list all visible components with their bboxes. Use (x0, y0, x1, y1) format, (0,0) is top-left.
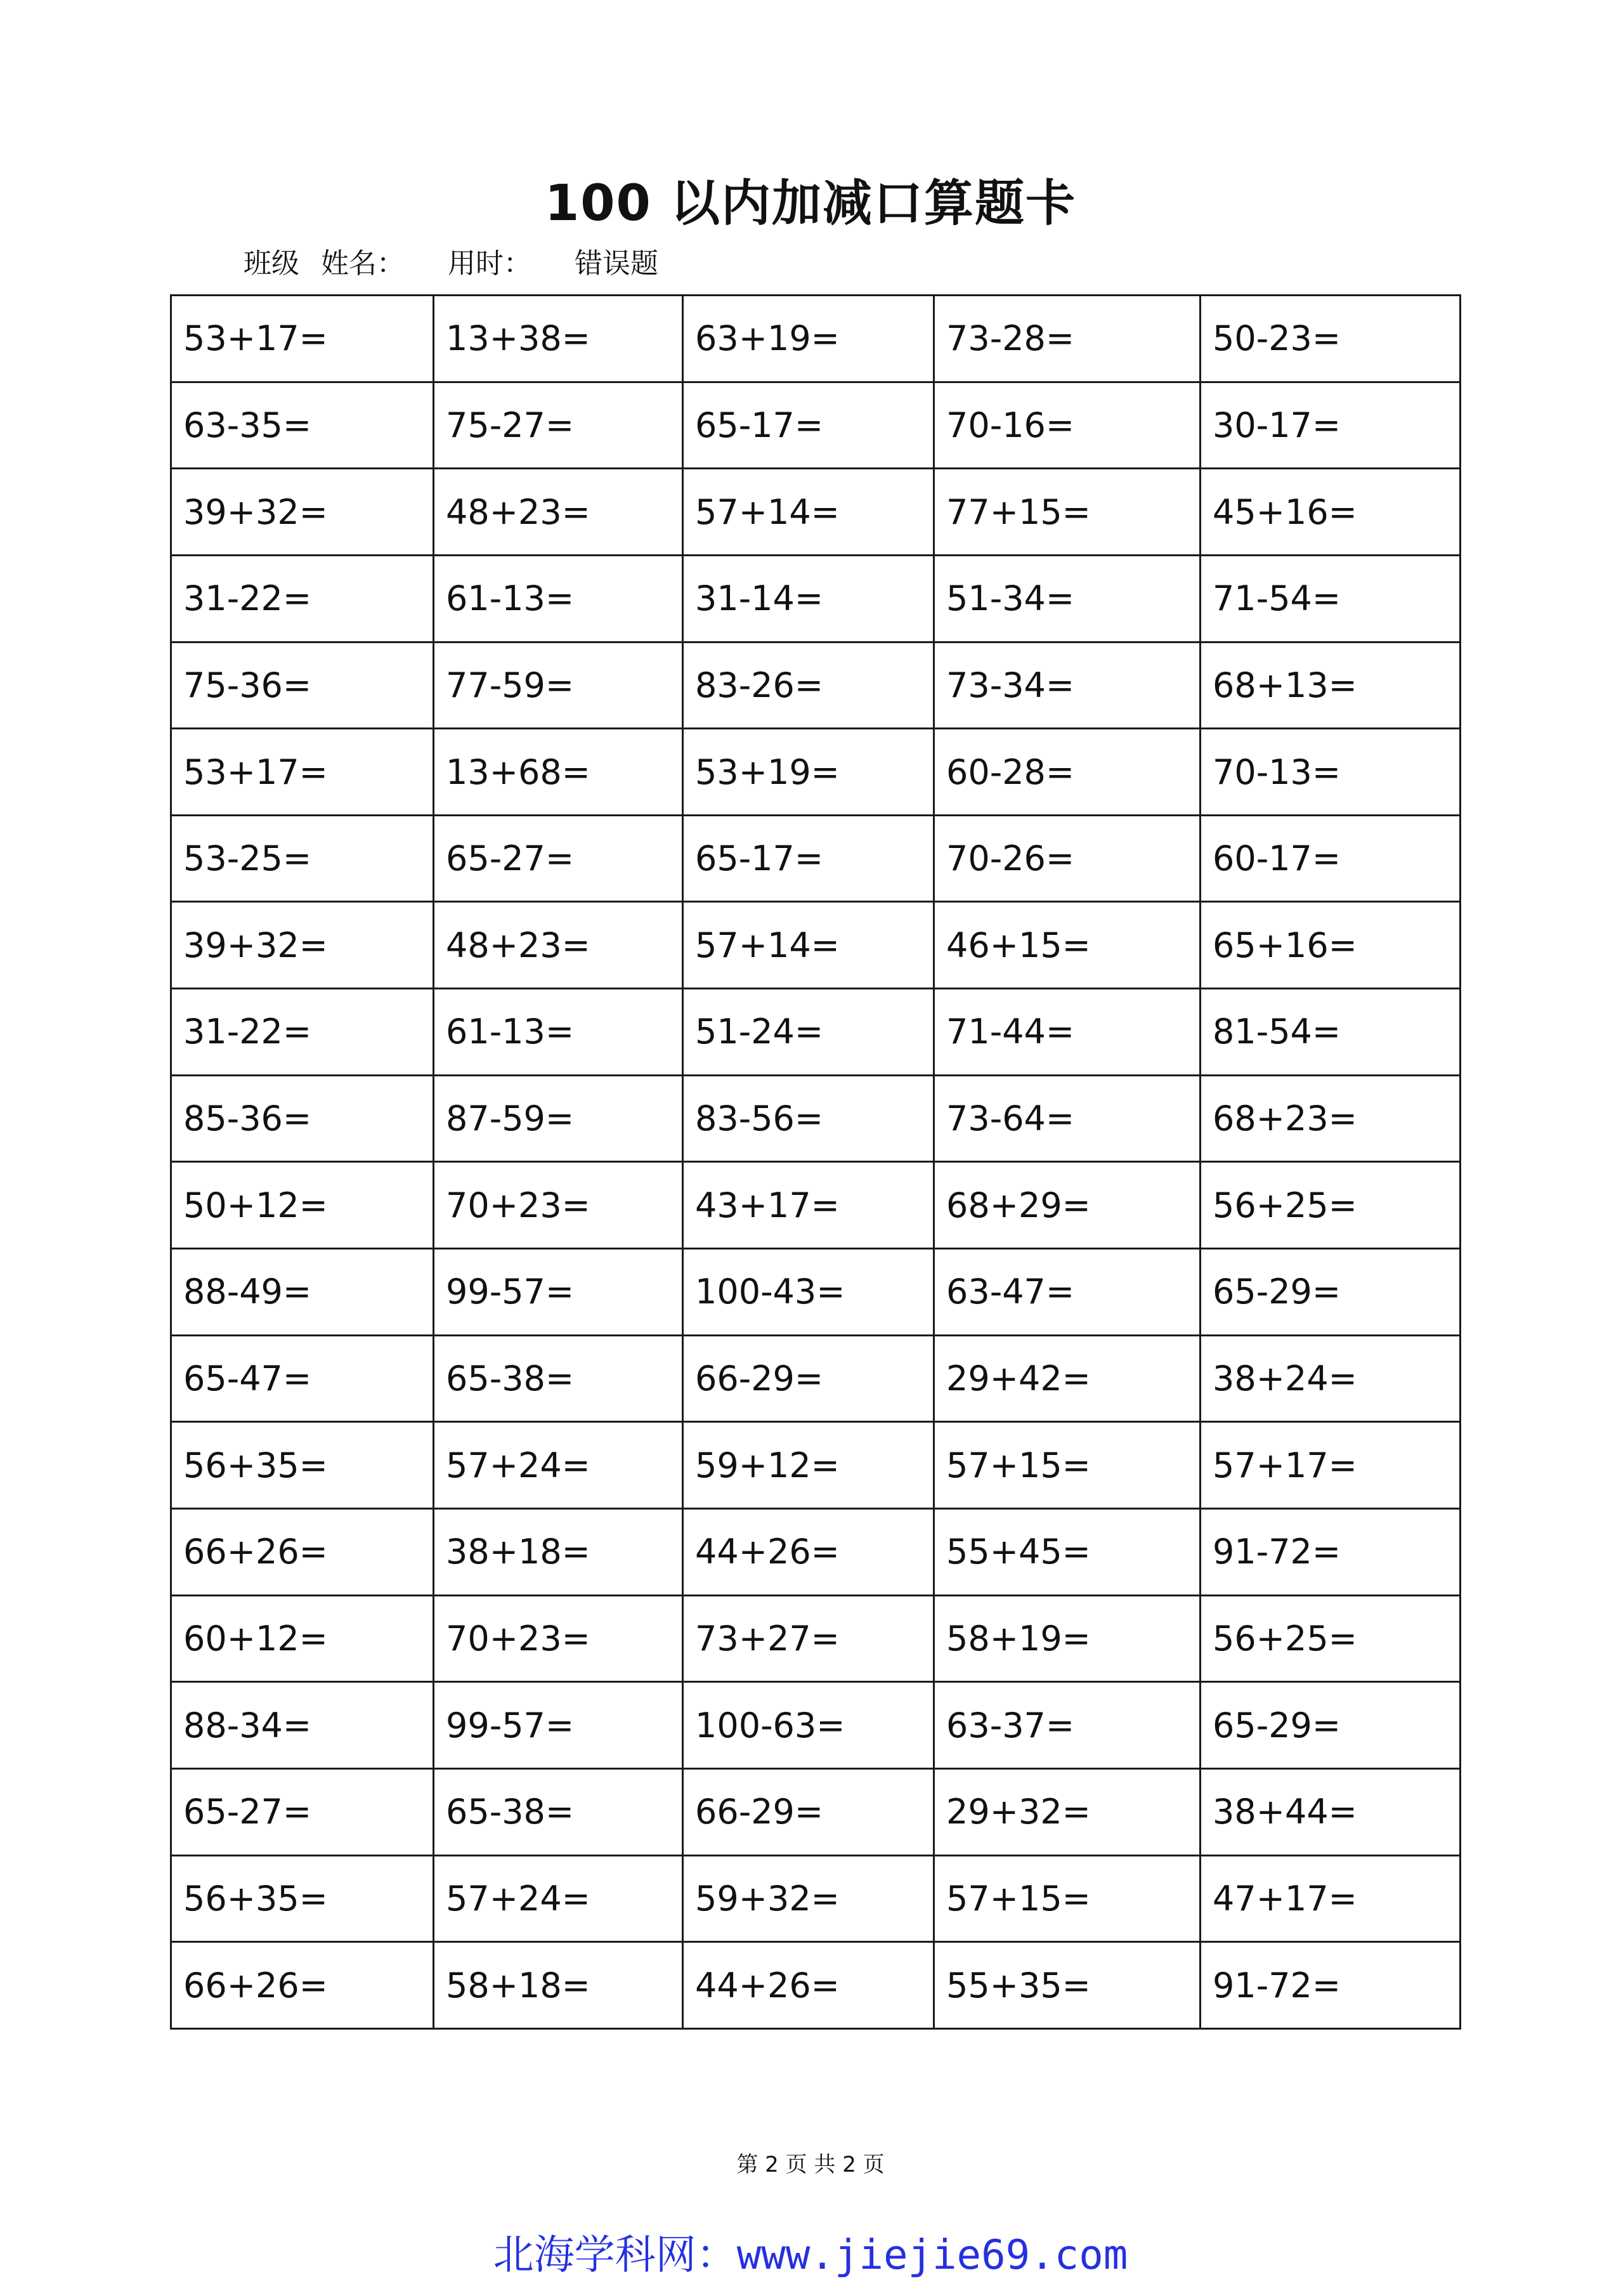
problem-cell: 63+19= (683, 296, 934, 382)
problem-cell: 60-28= (934, 729, 1201, 816)
problem-cell: 65+16= (1201, 902, 1461, 989)
problem-cell: 83-56= (683, 1075, 934, 1162)
problem-row (171, 902, 1461, 989)
problem-cell: 13+68= (434, 729, 683, 816)
site-watermark (0, 2232, 1621, 2279)
problem-row (171, 1768, 1461, 1855)
problem-cell: 30-17= (1201, 382, 1461, 469)
problem-cell: 60+12= (171, 1595, 434, 1682)
problem-row (171, 1075, 1461, 1162)
problem-cell: 70+23= (434, 1595, 683, 1682)
problem-cell: 73-64= (934, 1075, 1201, 1162)
problem-row (171, 1682, 1461, 1769)
problem-cell: 58+18= (434, 1942, 683, 2029)
problem-cell: 70-16= (934, 382, 1201, 469)
problem-row (171, 1335, 1461, 1422)
problem-cell: 66-29= (683, 1335, 934, 1422)
problem-cell: 53-25= (171, 815, 434, 902)
problem-cell: 57+24= (434, 1855, 683, 1942)
problem-cell: 53+17= (171, 296, 434, 382)
problem-cell: 43+17= (683, 1162, 934, 1249)
problem-cell: 51-24= (683, 989, 934, 1076)
problem-cell: 48+23= (434, 469, 683, 556)
problem-row (171, 729, 1461, 816)
problem-cell: 29+42= (934, 1335, 1201, 1422)
problem-cell: 13+38= (434, 296, 683, 382)
problem-cell: 56+25= (1201, 1162, 1461, 1249)
problem-cell: 38+18= (434, 1508, 683, 1595)
problem-cell: 66+26= (171, 1942, 434, 2029)
problem-cell: 44+26= (683, 1942, 934, 2029)
problem-row (171, 555, 1461, 642)
problem-cell: 57+15= (934, 1855, 1201, 1942)
problem-cell: 71-54= (1201, 555, 1461, 642)
problem-row (171, 642, 1461, 729)
errors-label: 错误题 (575, 247, 658, 280)
problem-cell: 66+26= (171, 1508, 434, 1595)
problem-cell: 50-23= (1201, 296, 1461, 382)
problem-row (171, 1855, 1461, 1942)
student-info-row (244, 247, 680, 280)
problem-cell: 59+32= (683, 1855, 934, 1942)
problem-row (171, 1508, 1461, 1595)
problem-cell: 65-27= (171, 1768, 434, 1855)
problem-cell: 87-59= (434, 1075, 683, 1162)
problem-cell: 77+15= (934, 469, 1201, 556)
problem-cell: 58+19= (934, 1595, 1201, 1682)
problem-cell: 31-22= (171, 989, 434, 1076)
problem-cell: 66-29= (683, 1768, 934, 1855)
problem-cell: 65-17= (683, 815, 934, 902)
time-label: 用时： (448, 247, 531, 280)
problem-cell: 99-57= (434, 1249, 683, 1336)
problem-row (171, 989, 1461, 1076)
problem-row (171, 1162, 1461, 1249)
problem-cell: 57+14= (683, 902, 934, 989)
problem-cell: 91-72= (1201, 1508, 1461, 1595)
name-label: 姓名： (321, 247, 405, 280)
problem-cell: 75-27= (434, 382, 683, 469)
problem-cell: 31-22= (171, 555, 434, 642)
problem-cell: 65-17= (683, 382, 934, 469)
problem-cell: 70-26= (934, 815, 1201, 902)
problem-row (171, 815, 1461, 902)
problem-cell: 65-38= (434, 1335, 683, 1422)
problem-cell: 59+12= (683, 1422, 934, 1509)
problem-cell: 46+15= (934, 902, 1201, 989)
problem-cell: 53+19= (683, 729, 934, 816)
problem-cell: 68+23= (1201, 1075, 1461, 1162)
problem-cell: 38+44= (1201, 1768, 1461, 1855)
problem-cell: 48+23= (434, 902, 683, 989)
problem-row (171, 469, 1461, 556)
problem-cell: 85-36= (171, 1075, 434, 1162)
page-number: 第 2 页 共 2 页 (736, 2152, 885, 2177)
problem-row (171, 1942, 1461, 2029)
problem-cell: 57+15= (934, 1422, 1201, 1509)
problem-cell: 57+14= (683, 469, 934, 556)
problem-cell: 39+32= (171, 469, 434, 556)
problem-cell: 65-29= (1201, 1249, 1461, 1336)
problem-cell: 45+16= (1201, 469, 1461, 556)
problem-cell: 99-57= (434, 1682, 683, 1769)
problem-cell: 57+17= (1201, 1422, 1461, 1509)
problem-cell: 31-14= (683, 555, 934, 642)
problem-grid (170, 294, 1461, 2030)
problem-cell: 55+35= (934, 1942, 1201, 2029)
problem-cell: 44+26= (683, 1508, 934, 1595)
page-title: 100 以内加减口算题卡 (545, 175, 1076, 232)
problem-cell: 39+32= (171, 902, 434, 989)
problem-cell: 56+25= (1201, 1595, 1461, 1682)
problem-cell: 60-17= (1201, 815, 1461, 902)
problem-cell: 91-72= (1201, 1942, 1461, 2029)
problem-cell: 70+23= (434, 1162, 683, 1249)
problem-cell: 100-43= (683, 1249, 934, 1336)
problem-row (171, 382, 1461, 469)
problem-cell: 70-13= (1201, 729, 1461, 816)
problem-cell: 56+35= (171, 1855, 434, 1942)
problem-cell: 65-27= (434, 815, 683, 902)
problem-cell: 57+24= (434, 1422, 683, 1509)
problem-grid-body (171, 296, 1461, 2029)
problem-cell: 100-63= (683, 1682, 934, 1769)
watermark-url: www.jiejie69.com (736, 2232, 1128, 2279)
problem-cell: 50+12= (171, 1162, 434, 1249)
problem-cell: 38+24= (1201, 1335, 1461, 1422)
problem-cell: 73+27= (683, 1595, 934, 1682)
watermark-site-name: 北海学科网： (493, 2232, 737, 2279)
problem-cell: 53+17= (171, 729, 434, 816)
problem-cell: 81-54= (1201, 989, 1461, 1076)
problem-cell: 61-13= (434, 989, 683, 1076)
problem-cell: 47+17= (1201, 1855, 1461, 1942)
problem-row (171, 1422, 1461, 1509)
problem-cell: 56+35= (171, 1422, 434, 1509)
problem-cell: 29+32= (934, 1768, 1201, 1855)
problem-cell: 63-35= (171, 382, 434, 469)
problem-cell: 77-59= (434, 642, 683, 729)
problem-cell: 71-44= (934, 989, 1201, 1076)
class-label: 班级 (244, 247, 299, 280)
problem-cell: 61-13= (434, 555, 683, 642)
problem-cell: 75-36= (171, 642, 434, 729)
problem-cell: 63-47= (934, 1249, 1201, 1336)
problem-cell: 88-49= (171, 1249, 434, 1336)
problem-cell: 68+13= (1201, 642, 1461, 729)
problem-row (171, 296, 1461, 382)
problem-cell: 65-38= (434, 1768, 683, 1855)
problem-cell: 73-34= (934, 642, 1201, 729)
problem-row (171, 1249, 1461, 1336)
problem-cell: 65-47= (171, 1335, 434, 1422)
problem-cell: 83-26= (683, 642, 934, 729)
problem-cell: 68+29= (934, 1162, 1201, 1249)
problem-row (171, 1595, 1461, 1682)
problem-cell: 65-29= (1201, 1682, 1461, 1769)
problem-cell: 73-28= (934, 296, 1201, 382)
problem-cell: 51-34= (934, 555, 1201, 642)
problem-cell: 63-37= (934, 1682, 1201, 1769)
problem-cell: 88-34= (171, 1682, 434, 1769)
problem-cell: 55+45= (934, 1508, 1201, 1595)
